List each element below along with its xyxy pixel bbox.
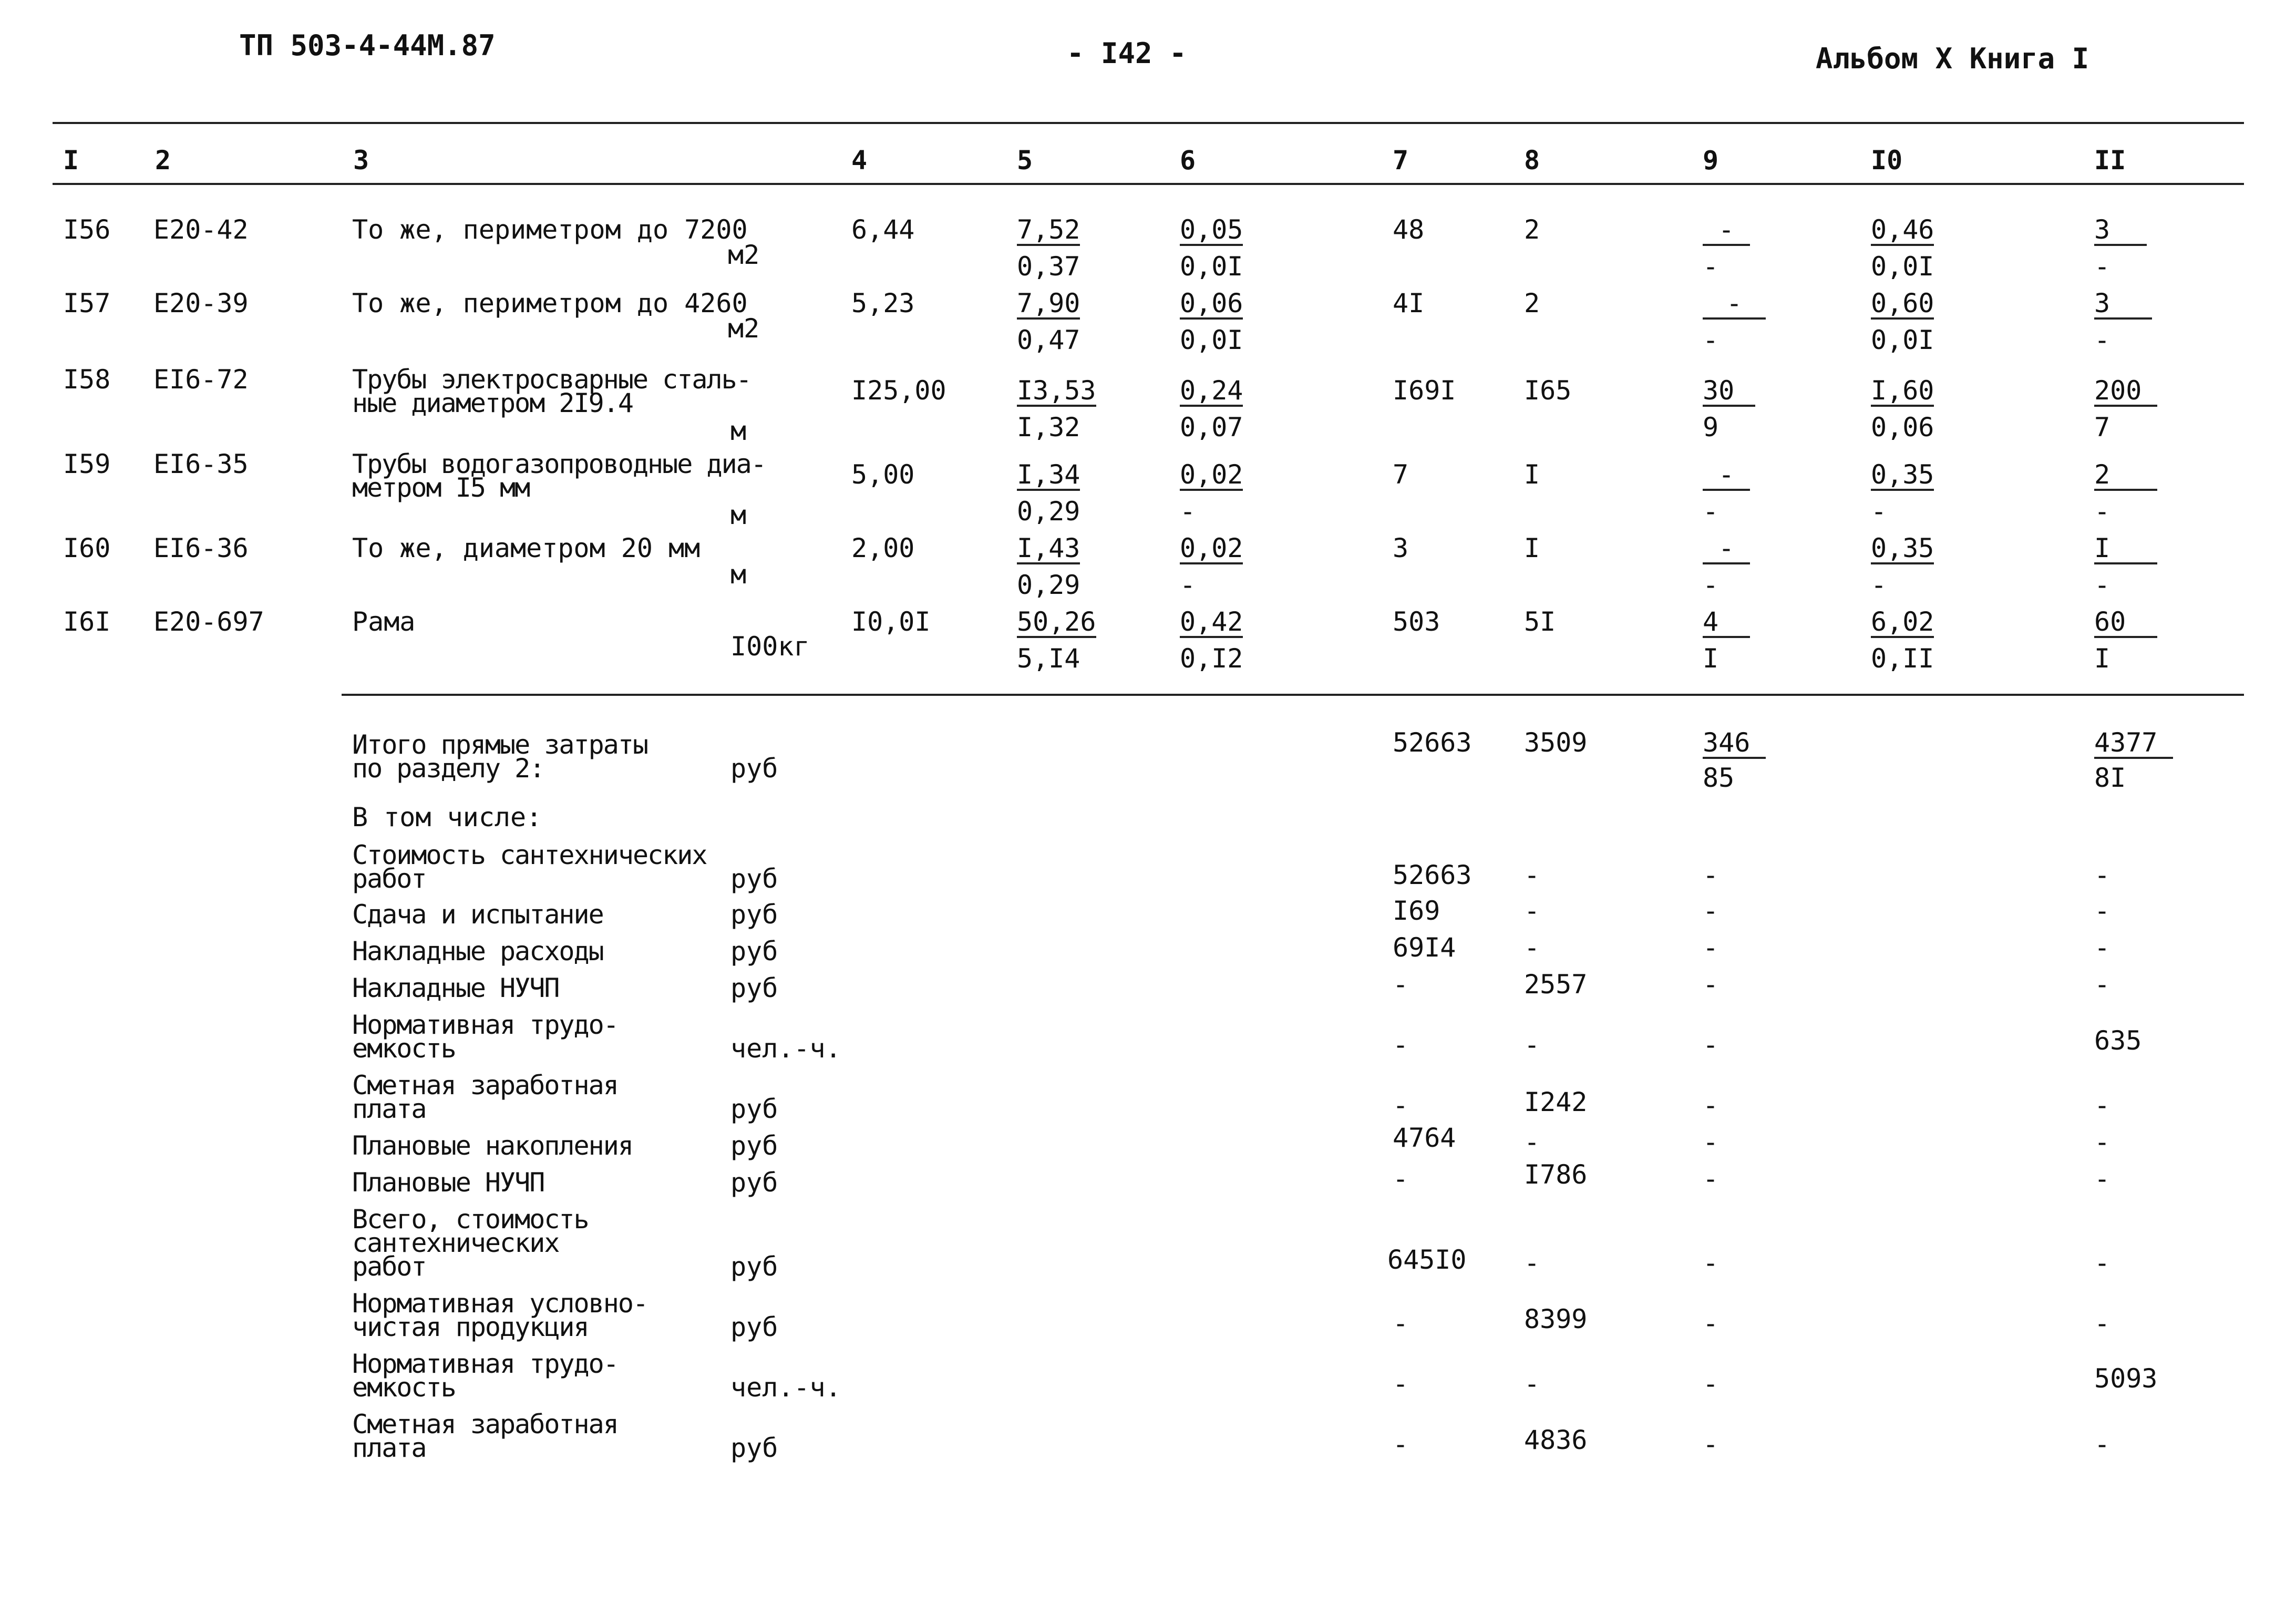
summary-col9: - <box>1703 1308 1719 1339</box>
unit: м2 <box>728 240 760 270</box>
col5-top: I,43 <box>1017 533 1080 563</box>
including-heading: В том числе: <box>352 802 542 832</box>
summary-col7: - <box>1393 1090 1409 1120</box>
summary-col11: - <box>2094 932 2110 963</box>
summary-col9: - <box>1703 1164 1719 1194</box>
summary-label-line1: Плановые НУЧП <box>352 1167 544 1198</box>
col-header-3: 3 <box>353 145 369 176</box>
col11-top: 60 <box>2094 609 2157 638</box>
col10-bottom: 0,06 <box>1871 412 1934 443</box>
rate-code: Е20-39 <box>153 288 249 318</box>
work-description-line2: метром I5 мм <box>352 472 530 503</box>
work-description: Рама <box>352 606 416 637</box>
col8-value: 5I <box>1524 606 1556 637</box>
col6-top: 0,42 <box>1180 606 1243 637</box>
summary-col9: - <box>1703 1369 1719 1399</box>
summary-label-line1: Нормативная трудо- <box>352 1349 618 1379</box>
summary-col9: - <box>1703 896 1719 926</box>
col-header-7: 7 <box>1393 145 1409 176</box>
summary-label-line2: сантехнических <box>352 1228 559 1258</box>
summary-col7: - <box>1393 1164 1409 1194</box>
summary-label-line1: Нормативная трудо- <box>352 1010 618 1040</box>
summary-col7: - <box>1393 1369 1409 1399</box>
summary-label-line1: Сдача и испытание <box>352 899 603 930</box>
col10-top: I,60 <box>1871 375 1934 406</box>
summary-col7: 4764 <box>1393 1123 1456 1153</box>
quantity: 5,00 <box>851 459 915 490</box>
unit: I00кг <box>730 631 810 662</box>
totals-col11-bottom: 8I <box>2094 763 2126 793</box>
summary-unit: руб <box>730 936 778 967</box>
col-header-1: I <box>63 145 79 176</box>
rate-code: Е20-697 <box>153 606 264 637</box>
summary-col11: - <box>2094 1164 2110 1194</box>
summary-col8: 4836 <box>1524 1425 1588 1455</box>
summary-col8: - <box>1524 932 1540 963</box>
col5-bottom: 0,29 <box>1017 496 1080 527</box>
col11-top: I <box>2094 535 2157 564</box>
col9-top: 4 <box>1703 609 1750 638</box>
row-number: I58 <box>63 364 111 395</box>
summary-col11: - <box>2094 1429 2110 1459</box>
summary-unit: чел.-ч. <box>730 1033 841 1064</box>
col11-top: 200 <box>2094 377 2157 407</box>
col-header-8: 8 <box>1524 145 1540 176</box>
summary-unit: руб <box>730 863 778 894</box>
summary-unit: руб <box>730 1312 778 1342</box>
summary-col11: - <box>2094 1308 2110 1339</box>
summary-col7: 645I0 <box>1387 1245 1467 1275</box>
summary-col7: I69 <box>1393 896 1440 926</box>
col7-value: 4I <box>1393 288 1425 318</box>
col6-bottom: 0,0I <box>1180 251 1243 282</box>
summary-label-line1: Накладные НУЧП <box>352 973 559 1003</box>
col6-bottom: 0,07 <box>1180 412 1243 443</box>
summary-col7: - <box>1393 1030 1409 1060</box>
totals-col7: 52663 <box>1393 727 1472 758</box>
summary-col9: - <box>1703 932 1719 963</box>
col5-bottom: 0,47 <box>1017 325 1080 355</box>
col11-bottom: - <box>2094 325 2110 355</box>
summary-col11: - <box>2094 969 2110 1000</box>
quantity: 6,44 <box>851 214 915 245</box>
totals-col9-top: 346 <box>1703 729 1766 759</box>
totals-unit: руб <box>730 753 778 784</box>
col10-bottom: - <box>1871 570 1887 600</box>
unit: м <box>730 416 747 446</box>
summary-label-line2: работ <box>352 863 426 894</box>
summary-col8: 2557 <box>1524 969 1588 1000</box>
rate-code: ЕI6-35 <box>153 449 249 479</box>
summary-col9: - <box>1703 1030 1719 1060</box>
col7-value: I69I <box>1393 375 1456 406</box>
summary-col8: - <box>1524 860 1540 890</box>
col6-top: 0,24 <box>1180 375 1243 406</box>
summary-label-line1: Накладные расходы <box>352 936 603 967</box>
col5-bottom: I,32 <box>1017 412 1080 443</box>
col11-top: 2 <box>2094 461 2157 491</box>
totals-col9-bottom: 85 <box>1703 763 1735 793</box>
summary-label-line2: плата <box>352 1433 426 1463</box>
summary-col8: I242 <box>1524 1087 1588 1117</box>
summary-col8: I786 <box>1524 1159 1588 1190</box>
col5-top: 50,26 <box>1017 606 1096 637</box>
col10-top: 0,35 <box>1871 459 1934 490</box>
summary-col11: - <box>2094 1127 2110 1157</box>
summary-unit: руб <box>730 1130 778 1161</box>
col-header-11: II <box>2094 145 2126 176</box>
col11-bottom: - <box>2094 251 2110 282</box>
col10-bottom: 0,0I <box>1871 325 1934 355</box>
summary-col9: - <box>1703 860 1719 890</box>
col11-bottom: - <box>2094 570 2110 600</box>
col9-bottom: - <box>1703 496 1719 527</box>
col9-top: - <box>1703 535 1750 564</box>
rate-code: Е20-42 <box>153 214 249 245</box>
summary-label-line2: емкость <box>352 1372 456 1403</box>
col6-bottom: - <box>1180 496 1196 527</box>
summary-col11: - <box>2094 1248 2110 1278</box>
col5-top: I3,53 <box>1017 375 1096 406</box>
summary-col11: - <box>2094 860 2110 890</box>
summary-col9: - <box>1703 1090 1719 1120</box>
col11-bottom: - <box>2094 496 2110 527</box>
col10-top: 0,35 <box>1871 533 1934 563</box>
row-number: I6I <box>63 606 111 637</box>
col9-bottom: - <box>1703 251 1719 282</box>
col8-value: 2 <box>1524 288 1540 318</box>
row-number: I56 <box>63 214 111 245</box>
col10-bottom: 0,0I <box>1871 251 1934 282</box>
col5-top: 7,52 <box>1017 214 1080 245</box>
col5-top: 7,90 <box>1017 288 1080 318</box>
unit: м <box>730 559 747 590</box>
col9-top: - <box>1703 217 1750 246</box>
summary-col7: - <box>1393 1308 1409 1339</box>
unit: м2 <box>728 313 760 344</box>
col7-value: 3 <box>1393 533 1409 563</box>
col10-top: 0,46 <box>1871 214 1934 245</box>
summary-col8: - <box>1524 896 1540 926</box>
col9-bottom: I <box>1703 643 1719 674</box>
totals-col8: 3509 <box>1524 727 1588 758</box>
summary-unit: руб <box>730 1167 778 1198</box>
album-label: Альбом X Книга I <box>1816 42 2089 75</box>
col6-bottom: 0,0I <box>1180 325 1243 355</box>
col10-bottom: - <box>1871 496 1887 527</box>
work-description: То же, периметром до 7200 <box>352 214 748 245</box>
summary-col7: - <box>1393 969 1409 1000</box>
summary-label-line2: чистая продукция <box>352 1312 589 1342</box>
quantity: 2,00 <box>851 533 915 563</box>
rate-code: ЕI6-72 <box>153 364 249 395</box>
summary-col7: 69I4 <box>1393 932 1456 963</box>
table-header-rule <box>53 183 2244 185</box>
summary-col11: - <box>2094 896 2110 926</box>
col10-top: 0,60 <box>1871 288 1934 318</box>
summary-label-line1: Сметная заработная <box>352 1070 618 1101</box>
summary-unit: руб <box>730 1433 778 1463</box>
summary-col9: - <box>1703 1127 1719 1157</box>
col6-top: 0,06 <box>1180 288 1243 318</box>
col9-top: 30 <box>1703 377 1755 407</box>
col-header-9: 9 <box>1703 145 1719 176</box>
col11-bottom: 7 <box>2094 412 2110 443</box>
summary-col7: 52663 <box>1393 860 1472 890</box>
row-number: I59 <box>63 449 111 479</box>
col6-top: 0,02 <box>1180 533 1243 563</box>
summary-col8: - <box>1524 1030 1540 1060</box>
col9-top: - <box>1703 290 1766 320</box>
col7-value: 7 <box>1393 459 1409 490</box>
col-header-6: 6 <box>1180 145 1196 176</box>
quantity: I25,00 <box>851 375 946 406</box>
col9-bottom: - <box>1703 570 1719 600</box>
summary-label-line2: емкость <box>352 1033 456 1064</box>
unit: м <box>730 500 747 530</box>
col-header-10: I0 <box>1871 145 1903 176</box>
summary-label-line1: Плановые накопления <box>352 1130 633 1161</box>
col6-bottom: 0,I2 <box>1180 643 1243 674</box>
col11-top: 3 <box>2094 290 2152 320</box>
col6-top: 0,02 <box>1180 459 1243 490</box>
summary-unit: чел.-ч. <box>730 1372 841 1403</box>
col10-bottom: 0,II <box>1871 643 1934 674</box>
summary-label-line1: Сметная заработная <box>352 1409 618 1440</box>
quantity: I0,0I <box>851 606 931 637</box>
row-number: I60 <box>63 533 111 563</box>
col11-bottom: I <box>2094 643 2110 674</box>
work-description: Трубы водогазопроводные диа- <box>352 449 766 479</box>
col7-value: 48 <box>1393 214 1425 245</box>
col8-value: 2 <box>1524 214 1540 245</box>
summary-unit: руб <box>730 1094 778 1124</box>
summary-label-line1: Нормативная условно- <box>352 1288 648 1319</box>
work-description: То же, периметром до 4260 <box>352 288 748 318</box>
summary-unit: руб <box>730 1251 778 1282</box>
col7-value: 503 <box>1393 606 1440 637</box>
summary-unit: руб <box>730 973 778 1003</box>
summary-col8: - <box>1524 1127 1540 1157</box>
quantity: 5,23 <box>851 288 915 318</box>
col9-bottom: 9 <box>1703 412 1719 443</box>
col6-bottom: - <box>1180 570 1196 600</box>
col8-value: I <box>1524 459 1540 490</box>
summary-label-line1: Стоимость сантехнических <box>352 840 707 870</box>
summary-col11: 5093 <box>2094 1363 2158 1394</box>
summary-col9: - <box>1703 1248 1719 1278</box>
col8-value: I65 <box>1524 375 1572 406</box>
summary-col9: - <box>1703 969 1719 1000</box>
col5-top: I,34 <box>1017 459 1080 490</box>
summary-col11: - <box>2094 1090 2110 1120</box>
col6-top: 0,05 <box>1180 214 1243 245</box>
summary-col8: - <box>1524 1248 1540 1278</box>
col11-top: 3 <box>2094 217 2147 246</box>
summary-label-line3: работ <box>352 1251 426 1282</box>
summary-col11: 635 <box>2094 1025 2142 1056</box>
work-description-line2: ные диаметром 2I9.4 <box>352 388 633 418</box>
page-number: - I42 - <box>1067 37 1187 70</box>
col-header-4: 4 <box>851 145 868 176</box>
section-total-rule <box>342 694 2244 696</box>
col8-value: I <box>1524 533 1540 563</box>
col5-bottom: 0,37 <box>1017 251 1080 282</box>
col5-bottom: 0,29 <box>1017 570 1080 600</box>
totals-label-line1: Итого прямые затраты <box>352 729 648 760</box>
summary-col7: - <box>1393 1429 1409 1459</box>
summary-unit: руб <box>730 899 778 930</box>
summary-col9: - <box>1703 1429 1719 1459</box>
totals-col11-top: 4377 <box>2094 729 2173 759</box>
col5-bottom: 5,I4 <box>1017 643 1080 674</box>
col-header-5: 5 <box>1017 145 1033 176</box>
col9-bottom: - <box>1703 325 1719 355</box>
work-description: Трубы электросварные сталь- <box>352 364 751 395</box>
work-description: То же, диаметром 20 мм <box>352 533 701 563</box>
col-header-2: 2 <box>155 145 171 176</box>
summary-col8: - <box>1524 1369 1540 1399</box>
summary-label-line1: Всего, стоимость <box>352 1204 589 1235</box>
row-number: I57 <box>63 288 111 318</box>
rate-code: ЕI6-36 <box>153 533 249 563</box>
totals-label-line2: по разделу 2: <box>352 753 544 784</box>
summary-col8: 8399 <box>1524 1304 1588 1334</box>
document-code: ТП 503-4-44М.87 <box>239 29 496 62</box>
col9-top: - <box>1703 461 1750 491</box>
summary-label-line2: плата <box>352 1094 426 1124</box>
col10-top: 6,02 <box>1871 606 1934 637</box>
table-top-rule <box>53 122 2244 124</box>
